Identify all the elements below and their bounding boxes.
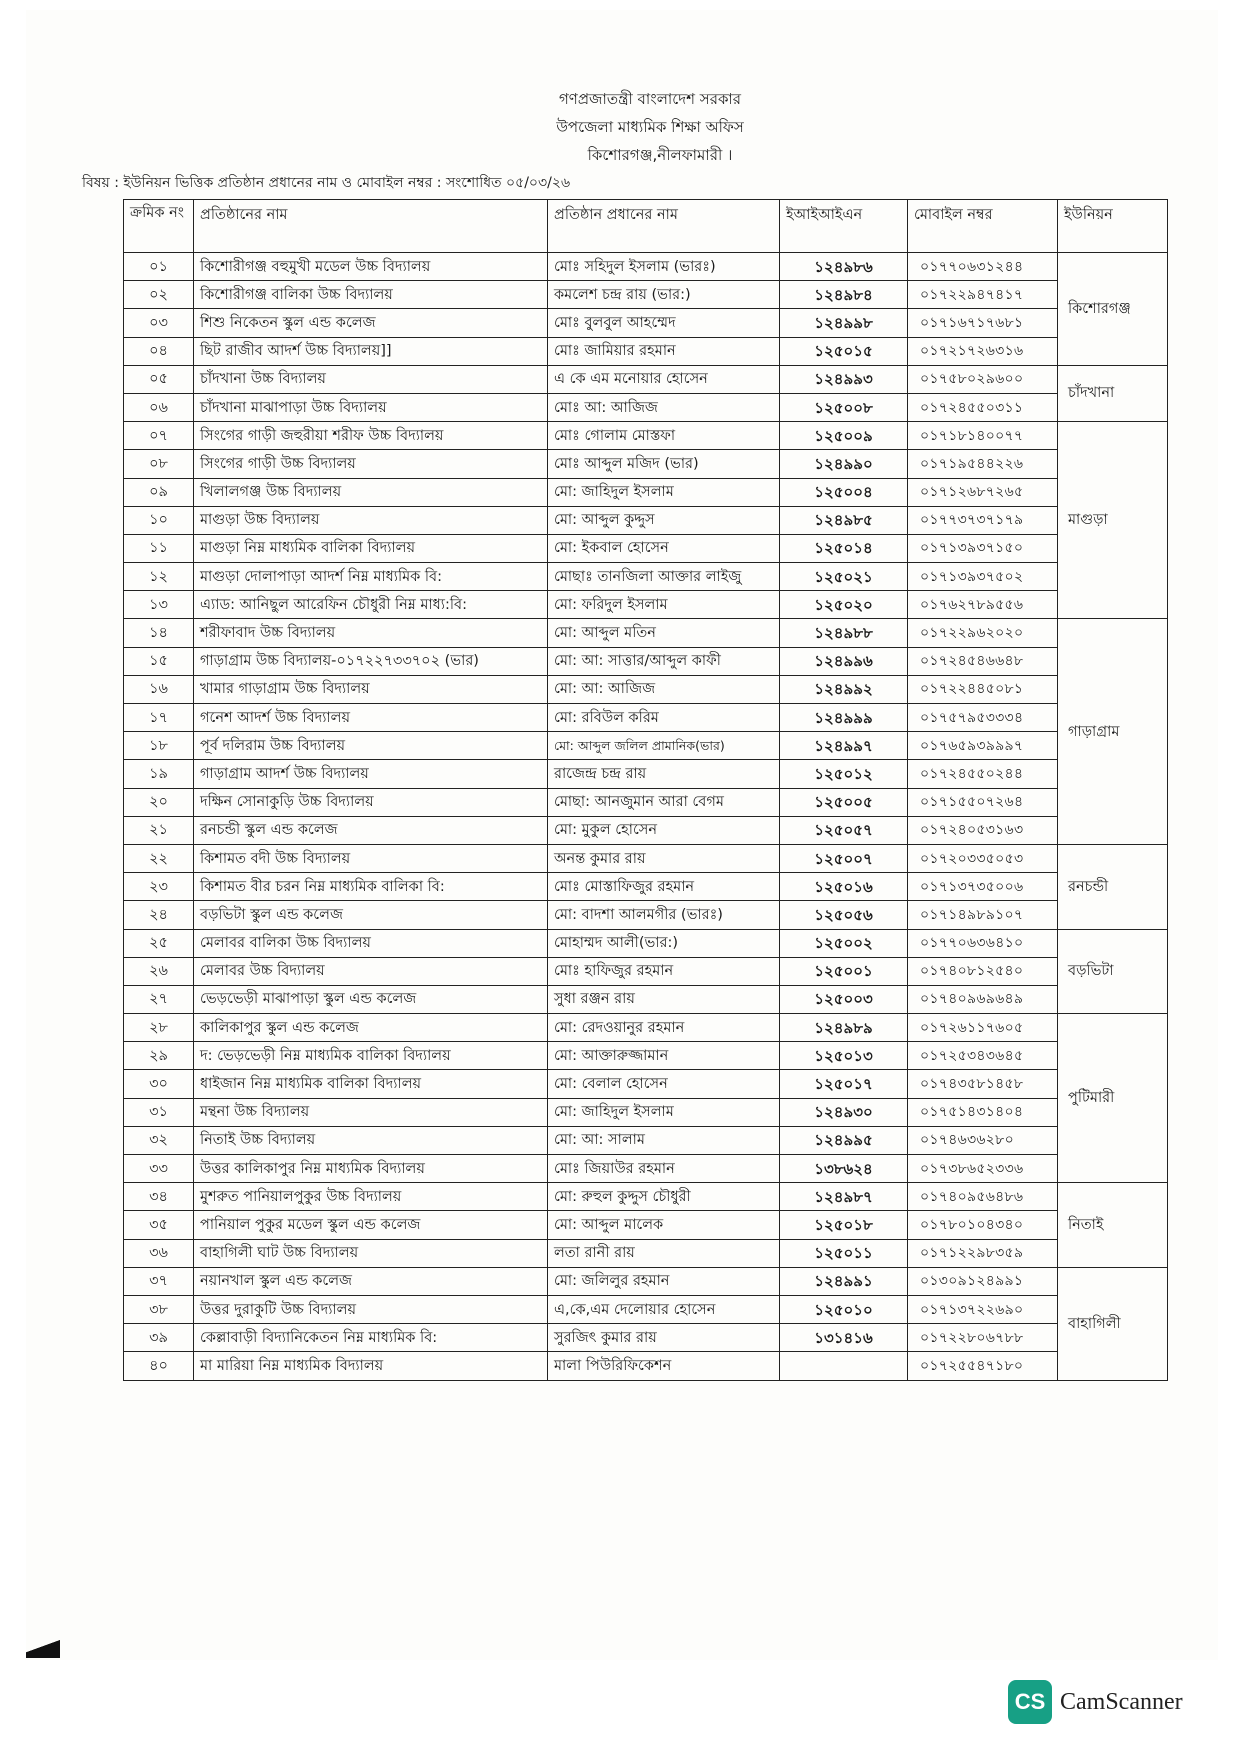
cell-mobile: ০১৭৫৮০২৯৬০০	[908, 365, 1058, 393]
cell-mobile: ০১৭১২৬৮৭২৬৫	[908, 478, 1058, 506]
table-row	[124, 506, 1168, 534]
table-row	[124, 844, 1168, 872]
cell-serial: ২৯	[124, 1042, 194, 1070]
cell-eiin: ১২৪৯৯৩	[780, 365, 908, 393]
cell-mobile: ০১৭১৮১৪০০৭৭	[908, 422, 1058, 450]
cell-eiin: ১২৫০১৪	[780, 534, 908, 562]
cell-institution: ধাইজান নিম্ন মাধ্যমিক বালিকা বিদ্যালয়	[194, 1070, 548, 1098]
table-row	[124, 1239, 1168, 1267]
table-row	[124, 1070, 1168, 1098]
scan-edge-shadow	[26, 1640, 60, 1658]
table-row	[124, 816, 1168, 844]
cell-union: মাগুড়া	[1058, 422, 1168, 619]
cell-mobile: ০১৭৪৩৫৮১৪৫৮	[908, 1070, 1058, 1098]
cell-eiin: ১২৪৯৮৪	[780, 281, 908, 309]
cell-institution: মেলাবর উচ্চ বিদ্যালয়	[194, 957, 548, 985]
cell-head-name: এ কে এম মনোয়ার হোসেন	[548, 365, 780, 393]
table-row	[124, 732, 1168, 760]
cell-head-name: মোঃ আ: আজিজ	[548, 393, 780, 421]
col-header-eiin: ইআইআইএন	[780, 200, 908, 253]
cell-serial: ১৫	[124, 647, 194, 675]
cell-serial: ৩৮	[124, 1295, 194, 1323]
cell-serial: ০১	[124, 253, 194, 281]
cell-serial: ৩৫	[124, 1211, 194, 1239]
govt-title: গণপ্রজাতন্ত্রী বাংলাদেশ সরকার	[558, 90, 742, 108]
cell-institution: নয়ানখাল স্কুল এন্ড কলেজ	[194, 1267, 548, 1295]
cell-eiin: ১২৫০১২	[780, 760, 908, 788]
cell-eiin: ১২৪৯৯৮	[780, 309, 908, 337]
cell-eiin: ১৩৮৬২৪	[780, 1155, 908, 1183]
cell-union: চাঁদখানা	[1058, 365, 1168, 421]
cell-institution: দ: ভেড়ভেড়ী নিম্ন মাধ্যমিক বালিকা বিদ্যালয়	[194, 1042, 548, 1070]
table-row	[124, 619, 1168, 647]
cell-eiin: ১২৫০১৫	[780, 337, 908, 365]
table-row	[124, 1126, 1168, 1154]
cell-head-name: মোছা: আনজুমান আরা বেগম	[548, 788, 780, 816]
cell-mobile: ০১৭৭৩৭৩৭১৭৯	[908, 506, 1058, 534]
cell-serial: ৩০	[124, 1070, 194, 1098]
cell-mobile: ০১৭২২৮০৬৭৮৮	[908, 1324, 1058, 1352]
cell-mobile: ০১৭১৯৫৪৪২২৬	[908, 450, 1058, 478]
cell-eiin: ১২৫০১৮	[780, 1211, 908, 1239]
cell-mobile: ০১৭১৩৯৩৭৫০২	[908, 563, 1058, 591]
table-row	[124, 1155, 1168, 1183]
cell-eiin: ১২৫০১৩	[780, 1042, 908, 1070]
cell-mobile: ০১৭২৬১১৭৬০৫	[908, 1014, 1058, 1042]
location-title: কিশোরগঞ্জ,নীলফামারী ।	[587, 146, 733, 164]
table-header-row	[124, 200, 1168, 253]
table-row	[124, 563, 1168, 591]
cell-head-name: মো: আব্দুল জলিল প্রামানিক(ভার)	[548, 732, 780, 760]
cell-head-name: মো: জাহিদুল ইসলাম	[548, 478, 780, 506]
cell-eiin: ১২৫০০৮	[780, 393, 908, 421]
cell-serial: ১১	[124, 534, 194, 562]
cell-institution: কিশামত বদী উচ্চ বিদ্যালয়	[194, 844, 548, 872]
cell-serial: ১৮	[124, 732, 194, 760]
cell-mobile: ০১৭২৫৫৪৭১৮০	[908, 1352, 1058, 1380]
cell-institution: চাঁদখানা মাঝাপাড়া উচ্চ বিদ্যালয়	[194, 393, 548, 421]
cell-institution: চাঁদখানা উচ্চ বিদ্যালয়	[194, 365, 548, 393]
col-header-serial: ক্রমিক নং	[124, 200, 194, 253]
cell-union: বড়ভিটা	[1058, 929, 1168, 1014]
table-row	[124, 450, 1168, 478]
cell-eiin: ১২৫০০৫	[780, 788, 908, 816]
cell-mobile: ০১৭২৪৫৪৬৬৪৮	[908, 647, 1058, 675]
cell-institution: নিতাই উচ্চ বিদ্যালয়	[194, 1126, 548, 1154]
cell-institution: কিশোরীগঞ্জ বালিকা উচ্চ বিদ্যালয়	[194, 281, 548, 309]
cell-institution: মা মারিয়া নিম্ন মাধ্যমিক বিদ্যালয়	[194, 1352, 548, 1380]
cell-institution: সিংগের গাড়ী উচ্চ বিদ্যালয়	[194, 450, 548, 478]
table-row	[124, 281, 1168, 309]
col-header-head: প্রতিষ্ঠান প্রধানের নাম	[548, 200, 780, 253]
cell-eiin: ১২৪৯৯০	[780, 450, 908, 478]
cell-serial: ২১	[124, 816, 194, 844]
cell-mobile: ০১৭২৪৫৫০২৪৪	[908, 760, 1058, 788]
cell-serial: ১৯	[124, 760, 194, 788]
cell-head-name: লতা রানী রায়	[548, 1239, 780, 1267]
cell-union: নিতাই	[1058, 1183, 1168, 1268]
table-row	[124, 534, 1168, 562]
cell-institution: মন্থনা উচ্চ বিদ্যালয়	[194, 1098, 548, 1126]
cell-eiin: ১২৫০১৭	[780, 1070, 908, 1098]
cell-union: পুটিমারী	[1058, 1014, 1168, 1183]
table-row	[124, 1183, 1168, 1211]
table-row	[124, 760, 1168, 788]
cell-head-name: অনন্ত কুমার রায়	[548, 844, 780, 872]
table-row	[124, 393, 1168, 421]
cell-eiin: ১২৫০১০	[780, 1295, 908, 1323]
cell-serial: ২২	[124, 844, 194, 872]
cell-serial: ৩৩	[124, 1155, 194, 1183]
table-row	[124, 901, 1168, 929]
cell-head-name: মো: আ: সাত্তার/আব্দুল কাফী	[548, 647, 780, 675]
cell-institution: খিলালগঞ্জ উচ্চ বিদ্যালয়	[194, 478, 548, 506]
cell-mobile: ০১৭১৩৭২২৬৯০	[908, 1295, 1058, 1323]
cell-head-name: কমলেশ চন্দ্র রায় (ভার:)	[548, 281, 780, 309]
cell-mobile: ০১৭২২৯৬২০২০	[908, 619, 1058, 647]
cell-mobile: ০১৭১৬৭১৭৬৮১	[908, 309, 1058, 337]
cell-serial: ১৩	[124, 591, 194, 619]
cell-serial: ২০	[124, 788, 194, 816]
table-row	[124, 957, 1168, 985]
table-row	[124, 478, 1168, 506]
camscanner-text: CamScanner	[1060, 1688, 1183, 1715]
cell-head-name: মো: আক্তারুজ্জামান	[548, 1042, 780, 1070]
cell-eiin: ১২৫০৫৭	[780, 816, 908, 844]
cell-institution: মাগুড়া উচ্চ বিদ্যালয়	[194, 506, 548, 534]
cell-institution: দক্ষিন সোনাকুড়ি উচ্চ বিদ্যালয়	[194, 788, 548, 816]
cell-head-name: সুরজিৎ কুমার রায়	[548, 1324, 780, 1352]
cell-mobile: ০১৭৮০১০৪৩৪০	[908, 1211, 1058, 1239]
table-row	[124, 253, 1168, 281]
cell-mobile: ০১৭৫১৪৩১৪০৪	[908, 1098, 1058, 1126]
table-row	[124, 1042, 1168, 1070]
cell-institution: সিংগের গাড়ী জহুরীয়া শরীফ উচ্চ বিদ্যালয়	[194, 422, 548, 450]
cell-serial: ০৩	[124, 309, 194, 337]
cell-head-name: রাজেন্দ্র চন্দ্র রায়	[548, 760, 780, 788]
cell-mobile: ০১৭৩৮৬৫২৩৩৬	[908, 1155, 1058, 1183]
table-row	[124, 1352, 1168, 1380]
cell-head-name: এ,কে,এম দেলোয়ার হোসেন	[548, 1295, 780, 1323]
cell-institution: উত্তর কালিকাপুর নিম্ন মাধ্যমিক বিদ্যালয়	[194, 1155, 548, 1183]
cell-institution: মেলাবর বালিকা উচ্চ বিদ্যালয়	[194, 929, 548, 957]
cell-union: রনচন্ডী	[1058, 844, 1168, 929]
cell-institution: শরীফাবাদ উচ্চ বিদ্যালয়	[194, 619, 548, 647]
cell-institution: পূর্ব দলিরাম উচ্চ বিদ্যালয়	[194, 732, 548, 760]
cell-serial: ৪০	[124, 1352, 194, 1380]
table-row	[124, 1267, 1168, 1295]
cell-head-name: মো: আ: আজিজ	[548, 675, 780, 703]
cell-mobile: ০১৭৭০৬৩৬৪১০	[908, 929, 1058, 957]
table-row	[124, 1014, 1168, 1042]
table-row	[124, 337, 1168, 365]
cell-serial: ০২	[124, 281, 194, 309]
cell-eiin: ১২৫০০৪	[780, 478, 908, 506]
cell-institution: গনেশ আদর্শ উচ্চ বিদ্যালয়	[194, 704, 548, 732]
cell-head-name: মো: আব্দুল মালেক	[548, 1211, 780, 1239]
cell-union: বাহাগিলী	[1058, 1267, 1168, 1380]
table-row	[124, 873, 1168, 901]
cell-institution: ছিট রাজীব আদর্শ উচ্চ বিদ্যালয়]]	[194, 337, 548, 365]
cell-institution: উত্তর দুরাকুটি উচ্চ বিদ্যালয়	[194, 1295, 548, 1323]
cell-institution: বাহাগিলী ঘাট উচ্চ বিদ্যালয়	[194, 1239, 548, 1267]
cell-serial: ১০	[124, 506, 194, 534]
cell-head-name: মো: রেদওয়ানুর রহমান	[548, 1014, 780, 1042]
cell-mobile: ০১৭৫৭৯৫৩৩৩৪	[908, 704, 1058, 732]
cell-eiin: ১২৫০১৬	[780, 873, 908, 901]
cell-serial: ০৬	[124, 393, 194, 421]
cell-eiin: ১৩১৪১৬	[780, 1324, 908, 1352]
cell-mobile: ০১৭১৩৯৩৭১৫০	[908, 534, 1058, 562]
camscanner-logo-icon: CS	[1008, 1680, 1052, 1724]
subject-line: বিষয় : ইউনিয়ন ভিত্তিক প্রতিষ্ঠান প্রধানের নাম ও মোবাইল নম্বর : সংশোধিত ০৫/০৩/২৬	[82, 175, 571, 191]
cell-head-name: মো: বেলাল হোসেন	[548, 1070, 780, 1098]
cell-institution: রনচন্ডী স্কুল এন্ড কলেজ	[194, 816, 548, 844]
table-row	[124, 365, 1168, 393]
camscanner-watermark	[1008, 1680, 1183, 1724]
table-row	[124, 1211, 1168, 1239]
cell-head-name: মো: রুহুল কুদ্দুস চৌধুরী	[548, 1183, 780, 1211]
table-row	[124, 591, 1168, 619]
office-title: উপজেলা মাধ্যমিক শিক্ষা অফিস	[556, 118, 744, 136]
cell-head-name: মো: জলিলুর রহমান	[548, 1267, 780, 1295]
cell-head-name: মো: বাদশা আলমগীর (ভারঃ)	[548, 901, 780, 929]
cell-head-name: মোঃ গোলাম মোস্তফা	[548, 422, 780, 450]
cell-serial: ৩৯	[124, 1324, 194, 1352]
cell-head-name: মোঃ আব্দুল মজিদ (ভার)	[548, 450, 780, 478]
cell-institution: কিশামত বীর চরন নিম্ন মাধ্যমিক বালিকা বি:	[194, 873, 548, 901]
cell-institution: পানিয়াল পুকুর মডেল স্কুল এন্ড কলেজ	[194, 1211, 548, 1239]
cell-mobile: ০১৭২৪০৫৩১৬৩	[908, 816, 1058, 844]
cell-head-name: মোঃ সহিদুল ইসলাম (ভারঃ)	[548, 253, 780, 281]
cell-serial: ০৯	[124, 478, 194, 506]
cell-institution: গাড়াগ্রাম আদর্শ উচ্চ বিদ্যালয়	[194, 760, 548, 788]
cell-mobile: ০১৭৪০৯৫৬৪৮৬	[908, 1183, 1058, 1211]
cell-mobile: ০১৭২০৩৩৫০৫৩	[908, 844, 1058, 872]
cell-serial: ০৪	[124, 337, 194, 365]
cell-head-name: মোছাঃ তানজিলা আক্তার লাইজু	[548, 563, 780, 591]
cell-institution: বড়ভিটা স্কুল এন্ড কলেজ	[194, 901, 548, 929]
cell-institution: মাগুড়া দোলাপাড়া আদর্শ নিম্ন মাধ্যমিক বি:	[194, 563, 548, 591]
cell-institution: কিশোরীগঞ্জ বহুমুখী মডেল উচ্চ বিদ্যালয়	[194, 253, 548, 281]
cell-serial: ৩৪	[124, 1183, 194, 1211]
cell-mobile: ০১৭৬২৭৮৯৫৫৬	[908, 591, 1058, 619]
table-row	[124, 422, 1168, 450]
cell-institution: এ্যাড: আনিছুল আরেফিন চৌধুরী নিম্ন মাধ্য:বি:	[194, 591, 548, 619]
cell-head-name: সুধা রঞ্জন রায়	[548, 985, 780, 1013]
table-row	[124, 675, 1168, 703]
cell-eiin: ১২৫০২১	[780, 563, 908, 591]
cell-head-name: মো: আব্দুল কুদ্দুস	[548, 506, 780, 534]
cell-institution: খামার গাড়াগ্রাম উচ্চ বিদ্যালয়	[194, 675, 548, 703]
cell-head-name: মো: ফরিদুল ইসলাম	[548, 591, 780, 619]
cell-mobile: ০১৭১২২৯৮৩৫৯	[908, 1239, 1058, 1267]
col-header-mobile: মোবাইল নম্বর	[908, 200, 1058, 253]
cell-mobile: ০১৭৪০৮১২৫৪০	[908, 957, 1058, 985]
cell-mobile: ০১৭২২৪৪৫০৮১	[908, 675, 1058, 703]
cell-head-name: মো: মুকুল হোসেন	[548, 816, 780, 844]
cell-eiin: ১২৪৯৩০	[780, 1098, 908, 1126]
table-row	[124, 788, 1168, 816]
table-row	[124, 1295, 1168, 1323]
cell-eiin: ১২৫০০৯	[780, 422, 908, 450]
cell-eiin: ১২৪৯৯৬	[780, 647, 908, 675]
cell-mobile: ০১৭৭০৬৩১২৪৪	[908, 253, 1058, 281]
cell-eiin: ১২৪৯৯৯	[780, 704, 908, 732]
cell-head-name: মো: রবিউল করিম	[548, 704, 780, 732]
cell-eiin: ১২৪৯৮৬	[780, 253, 908, 281]
cell-institution: কেল্লাবাড়ী বিদ্যানিকেতন নিম্ন মাধ্যমিক বি:	[194, 1324, 548, 1352]
cell-eiin: ১২৫০০৩	[780, 985, 908, 1013]
cell-serial: ২৪	[124, 901, 194, 929]
cell-mobile: ০১৭২১৭২৬৩১৬	[908, 337, 1058, 365]
cell-eiin: ১২৪৯৯৭	[780, 732, 908, 760]
cell-mobile: ০১৭২৪৫৫০৩১১	[908, 393, 1058, 421]
cell-head-name: মোঃ জিয়াউর রহমান	[548, 1155, 780, 1183]
cell-serial: ১৪	[124, 619, 194, 647]
cell-head-name: মো: আব্দুল মতিন	[548, 619, 780, 647]
cell-eiin: ১২৫০২০	[780, 591, 908, 619]
cell-institution: মুশরুত পানিয়ালপুকুর উচ্চ বিদ্যালয়	[194, 1183, 548, 1211]
cell-mobile: ০১৭২২৯৪৭৪১৭	[908, 281, 1058, 309]
cell-head-name: মোহাম্মদ আলী(ভার:)	[548, 929, 780, 957]
cell-eiin: ১২৫০০১	[780, 957, 908, 985]
cell-head-name: মালা পিউরিফিকেশন	[548, 1352, 780, 1380]
table-row	[124, 985, 1168, 1013]
cell-institution: মাগুড়া নিম্ন মাধ্যমিক বালিকা বিদ্যালয়	[194, 534, 548, 562]
table-row	[124, 1098, 1168, 1126]
cell-serial: ১২	[124, 563, 194, 591]
table-row	[124, 647, 1168, 675]
cell-head-name: মোঃ মোস্তাফিজুর রহমান	[548, 873, 780, 901]
cell-mobile: ০১৭২৫৩৪৩৬৪৫	[908, 1042, 1058, 1070]
cell-union: গাড়াগ্রাম	[1058, 619, 1168, 845]
cell-eiin: ১২৪৯৮৫	[780, 506, 908, 534]
cell-eiin: ১২৪৯৯১	[780, 1267, 908, 1295]
cell-institution: শিশু নিকেতন স্কুল এন্ড কলেজ	[194, 309, 548, 337]
cell-eiin: ১২৪৯৮৮	[780, 619, 908, 647]
cell-institution: গাড়াগ্রাম উচ্চ বিদ্যালয়-০১৭২২৭৩৩৭০২ (ভার)	[194, 647, 548, 675]
cell-mobile: ০১৭৬৫৯৩৯৯৯৭	[908, 732, 1058, 760]
table-row	[124, 929, 1168, 957]
cell-serial: ২৮	[124, 1014, 194, 1042]
cell-serial: ২৫	[124, 929, 194, 957]
cell-serial: ০৭	[124, 422, 194, 450]
cell-serial: ১৭	[124, 704, 194, 732]
cell-serial: ৩৭	[124, 1267, 194, 1295]
cell-eiin: ১২৫০১১	[780, 1239, 908, 1267]
cell-eiin: ১২৫০০২	[780, 929, 908, 957]
cell-serial: ১৬	[124, 675, 194, 703]
cell-mobile: ০১৭৪০৯৬৯৬৪৯	[908, 985, 1058, 1013]
cell-mobile: ০১৭১৪৯৮৯১০৭	[908, 901, 1058, 929]
table-row	[124, 704, 1168, 732]
cell-serial: ৩২	[124, 1126, 194, 1154]
cell-serial: ০৮	[124, 450, 194, 478]
cell-serial: ২৬	[124, 957, 194, 985]
table-row	[124, 309, 1168, 337]
cell-serial: ২৭	[124, 985, 194, 1013]
cell-institution: কালিকাপুর স্কুল এন্ড কলেজ	[194, 1014, 548, 1042]
cell-serial: ২৩	[124, 873, 194, 901]
cell-eiin: ১২৫০৫৬	[780, 901, 908, 929]
cell-mobile: ০১৭১৫৫০৭২৬৪	[908, 788, 1058, 816]
cell-eiin: ১২৫০০৭	[780, 844, 908, 872]
cell-institution: ভেড়ভেড়ী মাঝাপাড়া স্কুল এন্ড কলেজ	[194, 985, 548, 1013]
cell-mobile: ০১৭৪৬৩৬২৮০	[908, 1126, 1058, 1154]
cell-eiin: ১২৪৯৯৫	[780, 1126, 908, 1154]
cell-head-name: মো: জাহিদুল ইসলাম	[548, 1098, 780, 1126]
cell-eiin: ১২৪৯৮৯	[780, 1014, 908, 1042]
col-header-institution: প্রতিষ্ঠানের নাম	[194, 200, 548, 253]
cell-head-name: মো: আ: সালাম	[548, 1126, 780, 1154]
cell-serial: ৩১	[124, 1098, 194, 1126]
cell-union: কিশোরগঞ্জ	[1058, 253, 1168, 366]
cell-eiin	[780, 1352, 908, 1380]
cell-head-name: মোঃ জামিয়ার রহমান	[548, 337, 780, 365]
cell-head-name: মো: ইকবাল হোসেন	[548, 534, 780, 562]
cell-head-name: মোঃ বুলবুল আহম্মেদ	[548, 309, 780, 337]
table-row	[124, 1324, 1168, 1352]
table-body	[124, 253, 1168, 1381]
cell-mobile: ০১৭১৩৭৩৫০০৬	[908, 873, 1058, 901]
col-header-union: ইউনিয়ন	[1058, 200, 1168, 253]
cell-mobile: ০১৩০৯১২৪৯৯১	[908, 1267, 1058, 1295]
cell-eiin: ১২৪৯৯২	[780, 675, 908, 703]
cell-serial: ০৫	[124, 365, 194, 393]
cell-head-name: মোঃ হাফিজুর রহমান	[548, 957, 780, 985]
cell-serial: ৩৬	[124, 1239, 194, 1267]
cell-eiin: ১২৪৯৮৭	[780, 1183, 908, 1211]
institution-table	[123, 199, 1168, 1381]
